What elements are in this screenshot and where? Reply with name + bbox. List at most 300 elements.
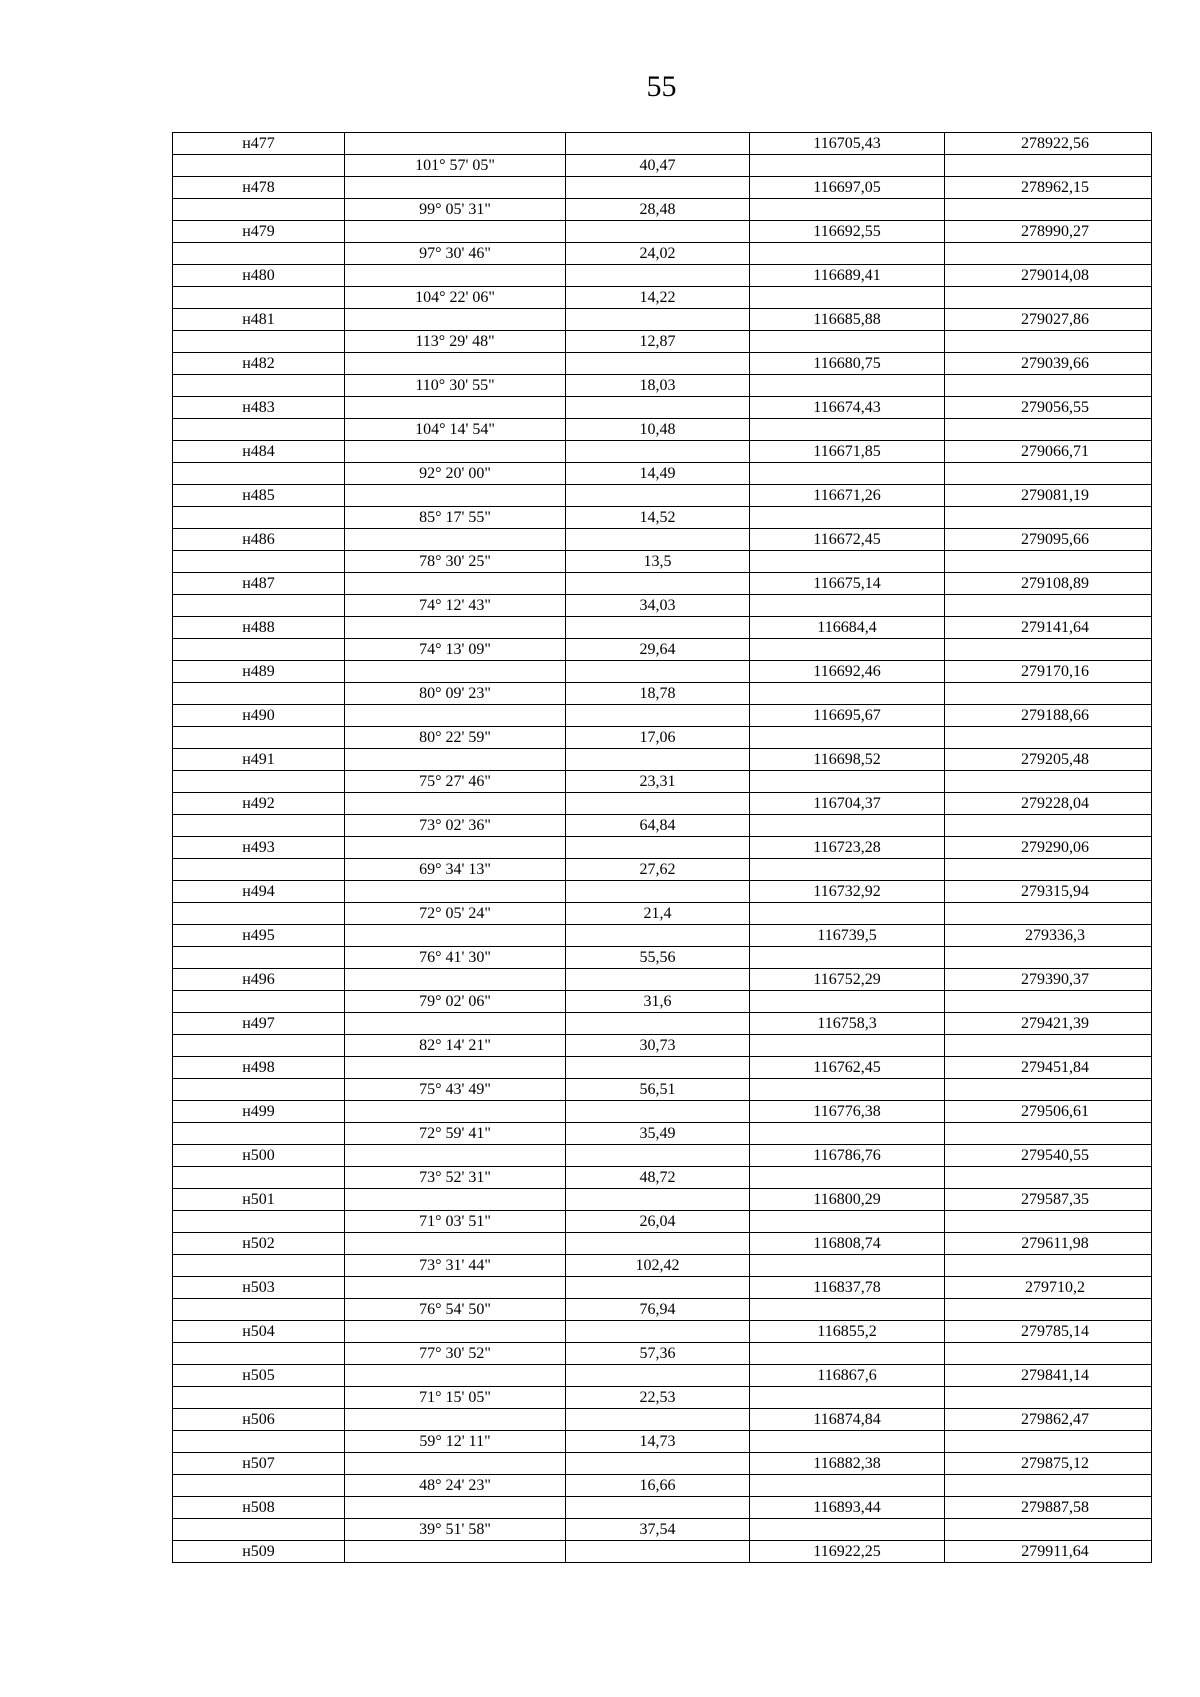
point-name-cell: н487 <box>173 573 345 595</box>
x-coordinate-cell: 116922,25 <box>750 1541 945 1563</box>
x-coordinate-cell: 116723,28 <box>750 837 945 859</box>
segment-row <box>173 1299 1152 1321</box>
y-coordinate-cell: 279228,04 <box>945 793 1152 815</box>
x-coordinate-cell: 116685,88 <box>750 309 945 331</box>
point-name-cell: н509 <box>173 1541 345 1563</box>
empty-cell <box>566 1145 750 1167</box>
direction-angle-cell: 92° 20' 00" <box>345 463 566 485</box>
segment-row <box>173 199 1152 221</box>
segment-row <box>173 1343 1152 1365</box>
empty-cell <box>750 375 945 397</box>
direction-angle-cell: 97° 30' 46" <box>345 243 566 265</box>
empty-cell <box>173 331 345 353</box>
direction-angle-cell: 73° 31' 44" <box>345 1255 566 1277</box>
y-coordinate-cell: 279841,14 <box>945 1365 1152 1387</box>
empty-cell <box>750 1475 945 1497</box>
empty-cell <box>566 661 750 683</box>
empty-cell <box>750 1343 945 1365</box>
point-row <box>173 1101 1152 1123</box>
empty-cell <box>566 1321 750 1343</box>
x-coordinate-cell: 116882,38 <box>750 1453 945 1475</box>
empty-cell <box>945 859 1152 881</box>
empty-cell <box>345 397 566 419</box>
empty-cell <box>173 1123 345 1145</box>
empty-cell <box>173 1211 345 1233</box>
empty-cell <box>945 1343 1152 1365</box>
point-name-cell: н483 <box>173 397 345 419</box>
point-row <box>173 1497 1152 1519</box>
empty-cell <box>566 1013 750 1035</box>
point-name-cell: н504 <box>173 1321 345 1343</box>
direction-angle-cell: 79° 02' 06" <box>345 991 566 1013</box>
empty-cell <box>345 969 566 991</box>
point-name-cell: н498 <box>173 1057 345 1079</box>
empty-cell <box>750 463 945 485</box>
direction-angle-cell: 74° 12' 43" <box>345 595 566 617</box>
empty-cell <box>566 1409 750 1431</box>
empty-cell <box>945 1035 1152 1057</box>
empty-cell <box>750 1035 945 1057</box>
empty-cell <box>945 1475 1152 1497</box>
segment-row <box>173 331 1152 353</box>
direction-angle-cell: 77° 30' 52" <box>345 1343 566 1365</box>
empty-cell <box>345 661 566 683</box>
empty-cell <box>566 1057 750 1079</box>
direction-angle-cell: 76° 41' 30" <box>345 947 566 969</box>
empty-cell <box>566 837 750 859</box>
empty-cell <box>566 881 750 903</box>
empty-cell <box>173 683 345 705</box>
empty-cell <box>750 331 945 353</box>
point-name-cell: н486 <box>173 529 345 551</box>
x-coordinate-cell: 116776,38 <box>750 1101 945 1123</box>
point-name-cell: н501 <box>173 1189 345 1211</box>
empty-cell <box>566 1233 750 1255</box>
y-coordinate-cell: 279141,64 <box>945 617 1152 639</box>
empty-cell <box>945 463 1152 485</box>
y-coordinate-cell: 279421,39 <box>945 1013 1152 1035</box>
segment-row <box>173 771 1152 793</box>
y-coordinate-cell: 279710,2 <box>945 1277 1152 1299</box>
x-coordinate-cell: 116695,67 <box>750 705 945 727</box>
empty-cell <box>750 815 945 837</box>
y-coordinate-cell: 279014,08 <box>945 265 1152 287</box>
direction-angle-cell: 99° 05' 31" <box>345 199 566 221</box>
point-row <box>173 793 1152 815</box>
empty-cell <box>945 1167 1152 1189</box>
y-coordinate-cell: 279081,19 <box>945 485 1152 507</box>
segment-row <box>173 507 1152 529</box>
empty-cell <box>345 441 566 463</box>
segment-row <box>173 1255 1152 1277</box>
distance-cell: 37,54 <box>566 1519 750 1541</box>
point-row <box>173 661 1152 683</box>
empty-cell <box>345 265 566 287</box>
empty-cell <box>945 331 1152 353</box>
empty-cell <box>345 793 566 815</box>
segment-row <box>173 155 1152 177</box>
empty-cell <box>173 903 345 925</box>
empty-cell <box>345 485 566 507</box>
distance-cell: 55,56 <box>566 947 750 969</box>
segment-row <box>173 815 1152 837</box>
empty-cell <box>566 309 750 331</box>
segment-row <box>173 1079 1152 1101</box>
point-name-cell: н482 <box>173 353 345 375</box>
point-row <box>173 177 1152 199</box>
empty-cell <box>566 1541 750 1563</box>
point-row <box>173 573 1152 595</box>
point-name-cell: н505 <box>173 1365 345 1387</box>
distance-cell: 31,6 <box>566 991 750 1013</box>
x-coordinate-cell: 116697,05 <box>750 177 945 199</box>
empty-cell <box>345 1277 566 1299</box>
y-coordinate-cell: 279290,06 <box>945 837 1152 859</box>
x-coordinate-cell: 116874,84 <box>750 1409 945 1431</box>
empty-cell <box>173 243 345 265</box>
segment-row <box>173 1123 1152 1145</box>
empty-cell <box>345 1189 566 1211</box>
distance-cell: 14,73 <box>566 1431 750 1453</box>
empty-cell <box>566 265 750 287</box>
point-name-cell: н499 <box>173 1101 345 1123</box>
x-coordinate-cell: 116732,92 <box>750 881 945 903</box>
empty-cell <box>750 903 945 925</box>
empty-cell <box>173 287 345 309</box>
x-coordinate-cell: 116675,14 <box>750 573 945 595</box>
empty-cell <box>750 507 945 529</box>
empty-cell <box>945 947 1152 969</box>
y-coordinate-cell: 279336,3 <box>945 925 1152 947</box>
empty-cell <box>750 1299 945 1321</box>
point-name-cell: н479 <box>173 221 345 243</box>
x-coordinate-cell: 116674,43 <box>750 397 945 419</box>
point-row <box>173 309 1152 331</box>
empty-cell <box>345 133 566 155</box>
segment-row <box>173 1431 1152 1453</box>
y-coordinate-cell: 279911,64 <box>945 1541 1152 1563</box>
empty-cell <box>945 1255 1152 1277</box>
segment-row <box>173 463 1152 485</box>
distance-cell: 13,5 <box>566 551 750 573</box>
direction-angle-cell: 101° 57' 05" <box>345 155 566 177</box>
point-row <box>173 485 1152 507</box>
empty-cell <box>345 749 566 771</box>
distance-cell: 21,4 <box>566 903 750 925</box>
empty-cell <box>173 507 345 529</box>
empty-cell <box>173 595 345 617</box>
y-coordinate-cell: 279862,47 <box>945 1409 1152 1431</box>
empty-cell <box>345 1145 566 1167</box>
point-name-cell: н490 <box>173 705 345 727</box>
x-coordinate-cell: 116692,55 <box>750 221 945 243</box>
point-row <box>173 705 1152 727</box>
empty-cell <box>173 419 345 441</box>
empty-cell <box>945 683 1152 705</box>
empty-cell <box>566 133 750 155</box>
x-coordinate-cell: 116752,29 <box>750 969 945 991</box>
empty-cell <box>945 507 1152 529</box>
empty-cell <box>750 727 945 749</box>
empty-cell <box>945 903 1152 925</box>
empty-cell <box>345 1541 566 1563</box>
direction-angle-cell: 39° 51' 58" <box>345 1519 566 1541</box>
empty-cell <box>173 639 345 661</box>
y-coordinate-cell: 278962,15 <box>945 177 1152 199</box>
empty-cell <box>173 1343 345 1365</box>
y-coordinate-cell: 279039,66 <box>945 353 1152 375</box>
point-name-cell: н508 <box>173 1497 345 1519</box>
empty-cell <box>173 463 345 485</box>
point-name-cell: н492 <box>173 793 345 815</box>
empty-cell <box>173 727 345 749</box>
empty-cell <box>566 353 750 375</box>
empty-cell <box>173 375 345 397</box>
x-coordinate-cell: 116800,29 <box>750 1189 945 1211</box>
empty-cell <box>345 1233 566 1255</box>
point-row <box>173 265 1152 287</box>
y-coordinate-cell: 279188,66 <box>945 705 1152 727</box>
y-coordinate-cell: 278990,27 <box>945 221 1152 243</box>
empty-cell <box>945 199 1152 221</box>
y-coordinate-cell: 279095,66 <box>945 529 1152 551</box>
point-name-cell: н488 <box>173 617 345 639</box>
empty-cell <box>750 1431 945 1453</box>
distance-cell: 17,06 <box>566 727 750 749</box>
point-row <box>173 1541 1152 1563</box>
x-coordinate-cell: 116704,37 <box>750 793 945 815</box>
distance-cell: 64,84 <box>566 815 750 837</box>
empty-cell <box>945 1431 1152 1453</box>
empty-cell <box>173 1255 345 1277</box>
point-row <box>173 749 1152 771</box>
empty-cell <box>173 199 345 221</box>
segment-row <box>173 1475 1152 1497</box>
direction-angle-cell: 104° 14' 54" <box>345 419 566 441</box>
x-coordinate-cell: 116758,3 <box>750 1013 945 1035</box>
empty-cell <box>345 573 566 595</box>
segment-row <box>173 639 1152 661</box>
y-coordinate-cell: 279390,37 <box>945 969 1152 991</box>
direction-angle-cell: 69° 34' 13" <box>345 859 566 881</box>
x-coordinate-cell: 116867,6 <box>750 1365 945 1387</box>
empty-cell <box>566 1277 750 1299</box>
point-row <box>173 529 1152 551</box>
distance-cell: 10,48 <box>566 419 750 441</box>
coordinates-table-body <box>173 133 1152 1563</box>
distance-cell: 12,87 <box>566 331 750 353</box>
y-coordinate-cell: 279315,94 <box>945 881 1152 903</box>
x-coordinate-cell: 116837,78 <box>750 1277 945 1299</box>
y-coordinate-cell: 279170,16 <box>945 661 1152 683</box>
point-row <box>173 1233 1152 1255</box>
empty-cell <box>750 683 945 705</box>
point-name-cell: н495 <box>173 925 345 947</box>
y-coordinate-cell: 279875,12 <box>945 1453 1152 1475</box>
distance-cell: 23,31 <box>566 771 750 793</box>
empty-cell <box>750 155 945 177</box>
empty-cell <box>345 221 566 243</box>
empty-cell <box>750 1255 945 1277</box>
empty-cell <box>566 221 750 243</box>
point-name-cell: н491 <box>173 749 345 771</box>
empty-cell <box>566 177 750 199</box>
empty-cell <box>345 1013 566 1035</box>
empty-cell <box>345 1321 566 1343</box>
distance-cell: 76,94 <box>566 1299 750 1321</box>
empty-cell <box>566 617 750 639</box>
empty-cell <box>945 1387 1152 1409</box>
empty-cell <box>345 881 566 903</box>
empty-cell <box>566 925 750 947</box>
direction-angle-cell: 80° 22' 59" <box>345 727 566 749</box>
x-coordinate-cell: 116705,43 <box>750 133 945 155</box>
point-row <box>173 133 1152 155</box>
empty-cell <box>345 529 566 551</box>
point-row <box>173 1409 1152 1431</box>
direction-angle-cell: 76° 54' 50" <box>345 1299 566 1321</box>
empty-cell <box>945 1123 1152 1145</box>
segment-row <box>173 683 1152 705</box>
empty-cell <box>750 1167 945 1189</box>
point-row <box>173 1321 1152 1343</box>
empty-cell <box>173 1167 345 1189</box>
point-name-cell: н494 <box>173 881 345 903</box>
point-row <box>173 837 1152 859</box>
point-name-cell: н503 <box>173 1277 345 1299</box>
y-coordinate-cell: 279108,89 <box>945 573 1152 595</box>
empty-cell <box>750 1387 945 1409</box>
empty-cell <box>566 749 750 771</box>
distance-cell: 14,52 <box>566 507 750 529</box>
distance-cell: 16,66 <box>566 1475 750 1497</box>
point-name-cell: н502 <box>173 1233 345 1255</box>
empty-cell <box>566 793 750 815</box>
x-coordinate-cell: 116689,41 <box>750 265 945 287</box>
direction-angle-cell: 71° 03' 51" <box>345 1211 566 1233</box>
direction-angle-cell: 73° 52' 31" <box>345 1167 566 1189</box>
empty-cell <box>945 771 1152 793</box>
point-name-cell: н478 <box>173 177 345 199</box>
empty-cell <box>750 1079 945 1101</box>
x-coordinate-cell: 116680,75 <box>750 353 945 375</box>
point-name-cell: н484 <box>173 441 345 463</box>
empty-cell <box>945 1519 1152 1541</box>
y-coordinate-cell: 279506,61 <box>945 1101 1152 1123</box>
distance-cell: 27,62 <box>566 859 750 881</box>
empty-cell <box>566 705 750 727</box>
distance-cell: 29,64 <box>566 639 750 661</box>
empty-cell <box>173 947 345 969</box>
empty-cell <box>345 309 566 331</box>
point-row <box>173 1013 1152 1035</box>
page-number: 55 <box>646 70 677 103</box>
direction-angle-cell: 59° 12' 11" <box>345 1431 566 1453</box>
empty-cell <box>173 1387 345 1409</box>
point-name-cell: н480 <box>173 265 345 287</box>
empty-cell <box>173 815 345 837</box>
segment-row <box>173 551 1152 573</box>
distance-cell: 57,36 <box>566 1343 750 1365</box>
empty-cell <box>750 639 945 661</box>
empty-cell <box>345 353 566 375</box>
distance-cell: 40,47 <box>566 155 750 177</box>
direction-angle-cell: 113° 29' 48" <box>345 331 566 353</box>
point-row <box>173 617 1152 639</box>
direction-angle-cell: 71° 15' 05" <box>345 1387 566 1409</box>
empty-cell <box>945 727 1152 749</box>
empty-cell <box>750 287 945 309</box>
x-coordinate-cell: 116672,45 <box>750 529 945 551</box>
segment-row <box>173 1211 1152 1233</box>
point-name-cell: н493 <box>173 837 345 859</box>
y-coordinate-cell: 278922,56 <box>945 133 1152 155</box>
distance-cell: 102,42 <box>566 1255 750 1277</box>
direction-angle-cell: 72° 59' 41" <box>345 1123 566 1145</box>
distance-cell: 26,04 <box>566 1211 750 1233</box>
empty-cell <box>345 837 566 859</box>
point-row <box>173 1057 1152 1079</box>
empty-cell <box>945 639 1152 661</box>
y-coordinate-cell: 279887,58 <box>945 1497 1152 1519</box>
empty-cell <box>173 1431 345 1453</box>
segment-row <box>173 595 1152 617</box>
segment-row <box>173 1387 1152 1409</box>
empty-cell <box>173 1475 345 1497</box>
direction-angle-cell: 82° 14' 21" <box>345 1035 566 1057</box>
distance-cell: 24,02 <box>566 243 750 265</box>
distance-cell: 14,49 <box>566 463 750 485</box>
direction-angle-cell: 48° 24' 23" <box>345 1475 566 1497</box>
distance-cell: 30,73 <box>566 1035 750 1057</box>
y-coordinate-cell: 279056,55 <box>945 397 1152 419</box>
point-name-cell: н485 <box>173 485 345 507</box>
empty-cell <box>173 1299 345 1321</box>
direction-angle-cell: 104° 22' 06" <box>345 287 566 309</box>
point-row <box>173 397 1152 419</box>
point-row <box>173 969 1152 991</box>
empty-cell <box>566 397 750 419</box>
empty-cell <box>566 1365 750 1387</box>
point-row <box>173 1453 1152 1475</box>
direction-angle-cell: 73° 02' 36" <box>345 815 566 837</box>
y-coordinate-cell: 279205,48 <box>945 749 1152 771</box>
empty-cell <box>945 1079 1152 1101</box>
direction-angle-cell: 75° 43' 49" <box>345 1079 566 1101</box>
empty-cell <box>345 1101 566 1123</box>
y-coordinate-cell: 279587,35 <box>945 1189 1152 1211</box>
empty-cell <box>173 859 345 881</box>
direction-angle-cell: 110° 30' 55" <box>345 375 566 397</box>
point-row <box>173 925 1152 947</box>
x-coordinate-cell: 116762,45 <box>750 1057 945 1079</box>
coordinates-table <box>172 132 1152 1563</box>
y-coordinate-cell: 279027,86 <box>945 309 1152 331</box>
empty-cell <box>750 859 945 881</box>
x-coordinate-cell: 116786,76 <box>750 1145 945 1167</box>
distance-cell: 35,49 <box>566 1123 750 1145</box>
distance-cell: 22,53 <box>566 1387 750 1409</box>
empty-cell <box>566 1497 750 1519</box>
empty-cell <box>945 243 1152 265</box>
empty-cell <box>945 595 1152 617</box>
empty-cell <box>173 991 345 1013</box>
x-coordinate-cell: 116684,4 <box>750 617 945 639</box>
empty-cell <box>345 1365 566 1387</box>
point-row <box>173 221 1152 243</box>
empty-cell <box>566 485 750 507</box>
empty-cell <box>750 199 945 221</box>
